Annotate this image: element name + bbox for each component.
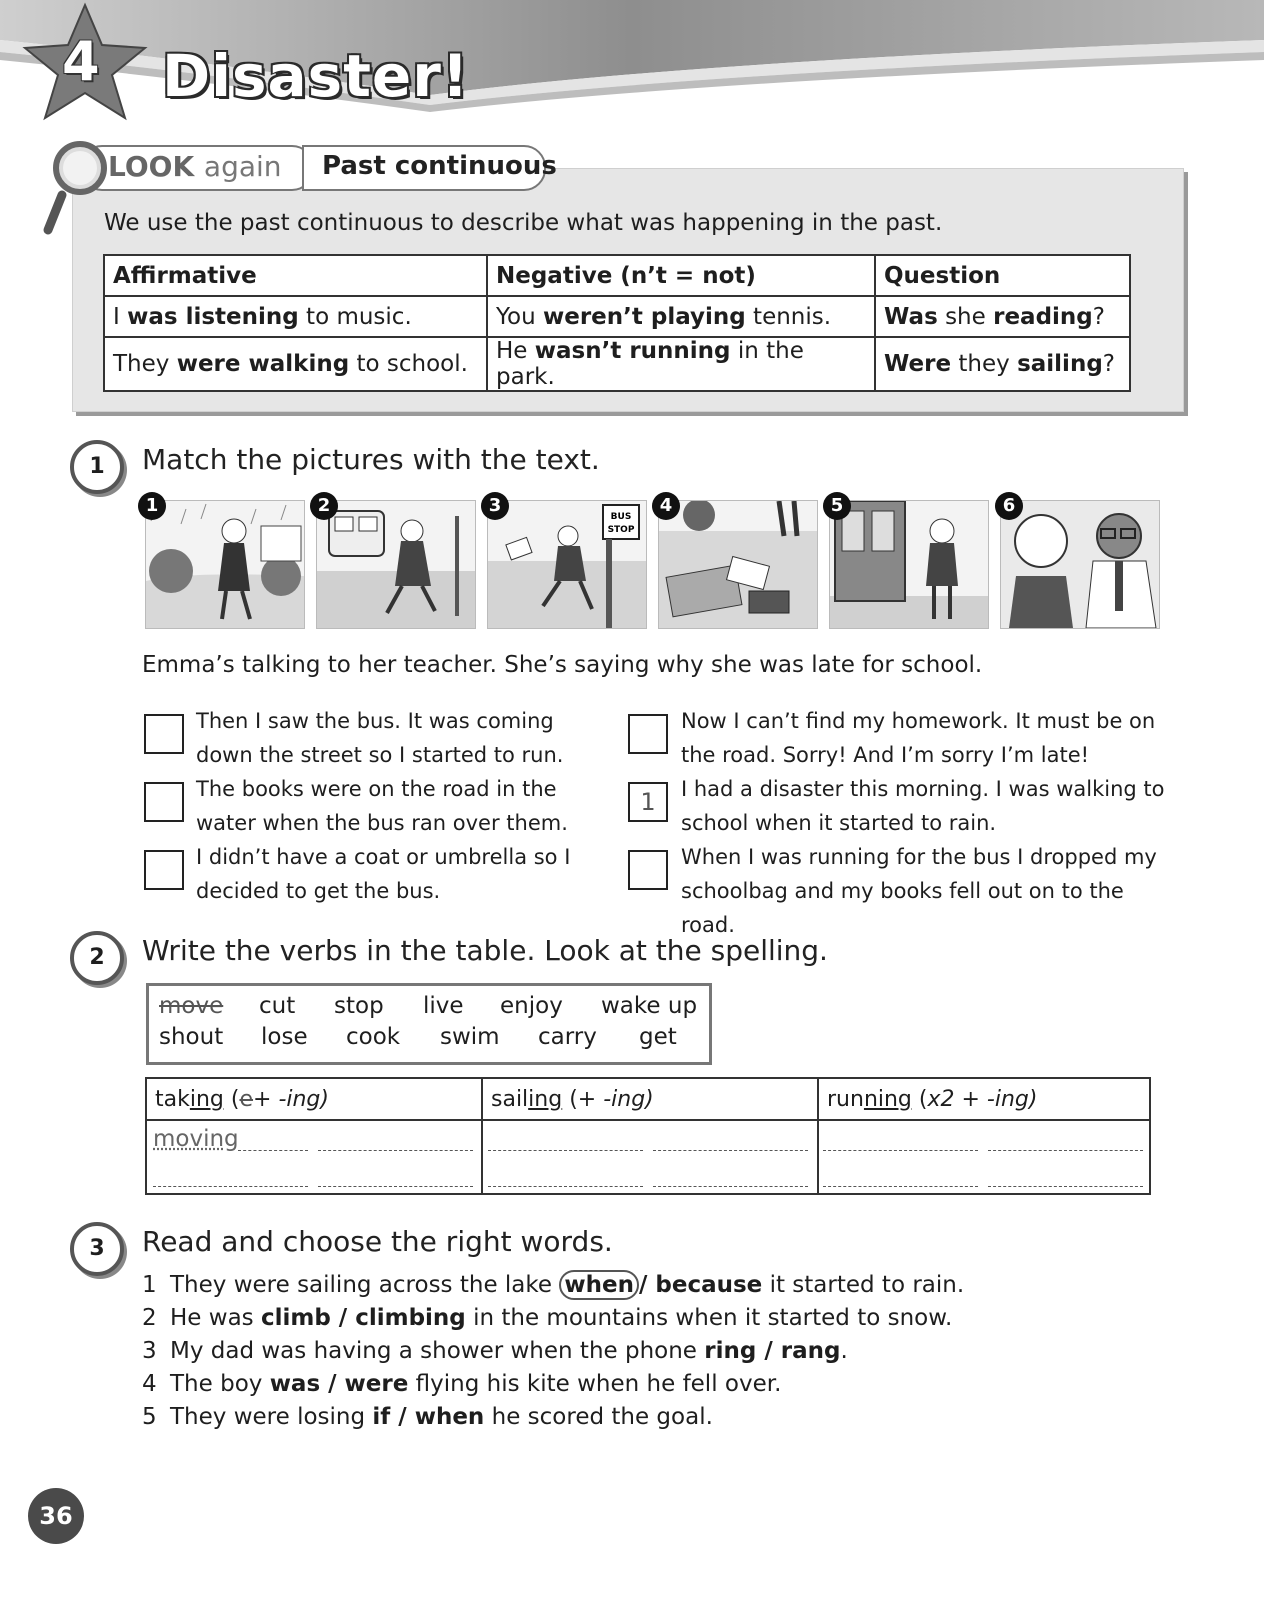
- grammar-text: she: [937, 303, 994, 330]
- column-header: [818, 1078, 1150, 1120]
- word-choice[interactable]: ring / rang: [704, 1338, 841, 1364]
- header-text: (: [911, 1086, 928, 1112]
- sentence: [142, 1305, 952, 1331]
- grammar-text: tennis.: [745, 303, 832, 330]
- story-line: Now I can’t find my homework. It must be on the road. Sorry! And I’m sorry I’m late!: [681, 709, 1156, 767]
- word: swim: [440, 1024, 500, 1050]
- unit-number: 4: [62, 30, 100, 93]
- column-header: Negative (n’t = not): [487, 255, 875, 296]
- sentence-text: He was: [170, 1305, 261, 1331]
- unit-title: Disaster!: [162, 42, 470, 110]
- answer-box[interactable]: [144, 714, 184, 754]
- grammar-verb: Was: [884, 303, 938, 330]
- word: carry: [538, 1024, 597, 1050]
- sentence: [142, 1272, 964, 1298]
- grammar-text: ?: [1102, 351, 1115, 377]
- sentence-text: The boy: [170, 1371, 270, 1397]
- grammar-cell: [487, 296, 875, 337]
- bus-stop-text-bus: BUS: [610, 512, 632, 522]
- picture-number: 4: [652, 492, 680, 520]
- writing-line[interactable]: [823, 1150, 978, 1151]
- grammar-verb: reading: [993, 303, 1093, 330]
- exercise-title: Read and choose the right words.: [142, 1225, 613, 1258]
- spelling-table-header: [146, 1078, 1150, 1120]
- sentence-text: in the mountains when it started to snow.: [465, 1305, 953, 1331]
- look-again-label: [108, 150, 282, 183]
- grammar-text: to music.: [298, 303, 412, 330]
- sentence: [142, 1371, 781, 1397]
- example-answer: moving: [153, 1126, 239, 1152]
- word: shout: [159, 1024, 224, 1050]
- header-text: run: [827, 1086, 864, 1112]
- crossed-e-icon: e: [239, 1086, 254, 1112]
- picture-number: 5: [823, 492, 851, 520]
- grammar-verb: Were: [884, 351, 952, 377]
- answer-box[interactable]: 1: [628, 782, 668, 822]
- look-word: LOOK: [108, 150, 204, 183]
- grammar-intro: We use the past continuous to describe what was happening in the past.: [104, 210, 943, 236]
- sentence-text: They were losing: [170, 1404, 373, 1430]
- spelling-answer-row: [146, 1120, 1150, 1194]
- writing-line[interactable]: [318, 1186, 473, 1187]
- again-word: again: [203, 150, 282, 183]
- grammar-cell: [875, 296, 1130, 337]
- header-text: tak: [155, 1086, 190, 1112]
- bus-stop-text-stop: STOP: [607, 525, 635, 535]
- word: live: [423, 993, 464, 1019]
- story-intro: Emma’s talking to her teacher. She’s saying why she was late for school.: [142, 652, 983, 678]
- grammar-verb: was listening: [127, 303, 299, 330]
- writing-line[interactable]: [653, 1186, 808, 1187]
- picture-girl-by-bus: [829, 500, 989, 629]
- word-choice[interactable]: / because: [638, 1272, 763, 1298]
- sentence-number: 1: [142, 1272, 157, 1298]
- writing-line[interactable]: [153, 1186, 308, 1187]
- answer-box[interactable]: [144, 850, 184, 890]
- sentence-text: My dad was having a shower when the phone: [170, 1338, 705, 1364]
- grammar-table-header: [104, 255, 1130, 296]
- writing-line[interactable]: [318, 1150, 473, 1151]
- exercise-number: 1: [70, 440, 124, 494]
- word-choice[interactable]: if / when: [372, 1404, 485, 1430]
- header-text: (: [223, 1086, 240, 1112]
- writing-line[interactable]: [653, 1150, 808, 1151]
- word: cook: [346, 1024, 401, 1050]
- story-line: The books were on the road in the water when the bus ran over them.: [196, 777, 568, 835]
- story-line: Then I saw the bus. It was coming down the street so I started to run.: [196, 709, 564, 767]
- header-suffix: ing: [189, 1086, 224, 1112]
- grammar-text: in the park.: [496, 338, 804, 390]
- grammar-text: they: [951, 351, 1018, 377]
- answer-box[interactable]: [144, 782, 184, 822]
- word: cut: [259, 993, 296, 1019]
- sentence-number: 3: [142, 1338, 157, 1364]
- column-header: Question: [875, 255, 1130, 296]
- sentence-text: .: [840, 1338, 848, 1364]
- word: lose: [261, 1024, 308, 1050]
- story-line: I had a disaster this morning. I was walking to school when it started to rain.: [681, 777, 1165, 835]
- answer-box[interactable]: [628, 850, 668, 890]
- grammar-cell: [104, 296, 487, 337]
- picture-number: 3: [481, 492, 509, 520]
- writing-line[interactable]: [488, 1186, 643, 1187]
- exercise-title: Write the verbs in the table. Look at the spelling.: [142, 934, 828, 967]
- header-suffix: ning: [863, 1086, 912, 1112]
- sentence-text: They were sailing across the lake: [170, 1272, 560, 1298]
- column-header: [146, 1078, 482, 1120]
- sentence: [142, 1338, 848, 1364]
- grammar-text: I: [113, 303, 128, 330]
- circled-answer[interactable]: when: [559, 1270, 639, 1300]
- page-number: 36: [28, 1488, 84, 1544]
- picture-number: 1: [138, 492, 166, 520]
- writing-line[interactable]: [988, 1150, 1143, 1151]
- writing-line[interactable]: [823, 1186, 978, 1187]
- picture-girl-and-teacher: [1000, 500, 1160, 629]
- grammar-text: You: [496, 303, 543, 330]
- sentence-number: 4: [142, 1371, 157, 1397]
- grammar-text: He: [496, 338, 535, 364]
- answer-cell[interactable]: [818, 1120, 1150, 1194]
- story-line: When I was running for the bus I dropped my schoolbag and my books fell out on to the road.: [681, 845, 1157, 937]
- word: enjoy: [500, 993, 563, 1019]
- grammar-table-row: [104, 296, 1130, 337]
- header-suffix: ing: [528, 1086, 563, 1112]
- header-rule: + -ing): [253, 1086, 329, 1112]
- story-line: I didn’t have a coat or umbrella so I decided to get the bus.: [196, 845, 571, 903]
- grammar-verb: weren’t playing: [542, 303, 746, 330]
- header-text: sail: [491, 1086, 529, 1112]
- word-choice[interactable]: was / were: [269, 1371, 409, 1397]
- picture-girl-walking-rain: [145, 500, 305, 629]
- exercise-title: Match the pictures with the text.: [142, 443, 600, 476]
- word-crossed-out: move: [159, 993, 224, 1019]
- header-rule: x2 + -ing): [927, 1086, 1038, 1112]
- picture-bus-stop: [487, 500, 647, 629]
- answer-box[interactable]: [628, 714, 668, 754]
- picture-number: 2: [310, 492, 338, 520]
- sentence-text: it started to rain.: [762, 1272, 965, 1298]
- writing-line[interactable]: [488, 1150, 643, 1151]
- sentence-number: 2: [142, 1305, 157, 1331]
- grammar-text: to school.: [349, 351, 468, 377]
- sentence-number: 5: [142, 1404, 157, 1430]
- grammar-text: They: [113, 351, 177, 377]
- header-rule: -ing): [603, 1086, 654, 1112]
- word: wake up: [601, 993, 698, 1019]
- spelling-table: [145, 1077, 1151, 1195]
- sentence-text: flying his kite when he fell over.: [408, 1371, 782, 1397]
- picture-books-on-road: [658, 500, 818, 629]
- grammar-cell: [875, 337, 1130, 391]
- grammar-topic: Past continuous: [322, 151, 557, 181]
- exercise-number: 2: [70, 931, 124, 985]
- picture-number: 6: [995, 492, 1023, 520]
- writing-line[interactable]: [238, 1150, 308, 1151]
- header-text: (+: [562, 1086, 604, 1112]
- grammar-table: [103, 254, 1131, 392]
- grammar-table-row: [104, 337, 1130, 391]
- answer-cell[interactable]: [482, 1120, 818, 1194]
- grammar-verb: were walking: [176, 351, 350, 377]
- word-choice[interactable]: climb / climbing: [260, 1305, 466, 1331]
- column-header: [482, 1078, 818, 1120]
- column-header: Affirmative: [104, 255, 487, 296]
- grammar-text: ?: [1092, 303, 1105, 330]
- picture-girl-running-bus: [316, 500, 476, 629]
- sentence-text: he scored the goal.: [484, 1404, 713, 1430]
- word: stop: [334, 993, 384, 1019]
- exercise-number: 3: [70, 1222, 124, 1276]
- writing-line[interactable]: [988, 1186, 1143, 1187]
- grammar-verb: wasn’t running: [534, 338, 731, 364]
- grammar-verb: sailing: [1017, 351, 1103, 377]
- word: get: [639, 1024, 677, 1050]
- sentence: [142, 1404, 713, 1430]
- grammar-cell: [104, 337, 487, 391]
- grammar-cell: [487, 337, 875, 391]
